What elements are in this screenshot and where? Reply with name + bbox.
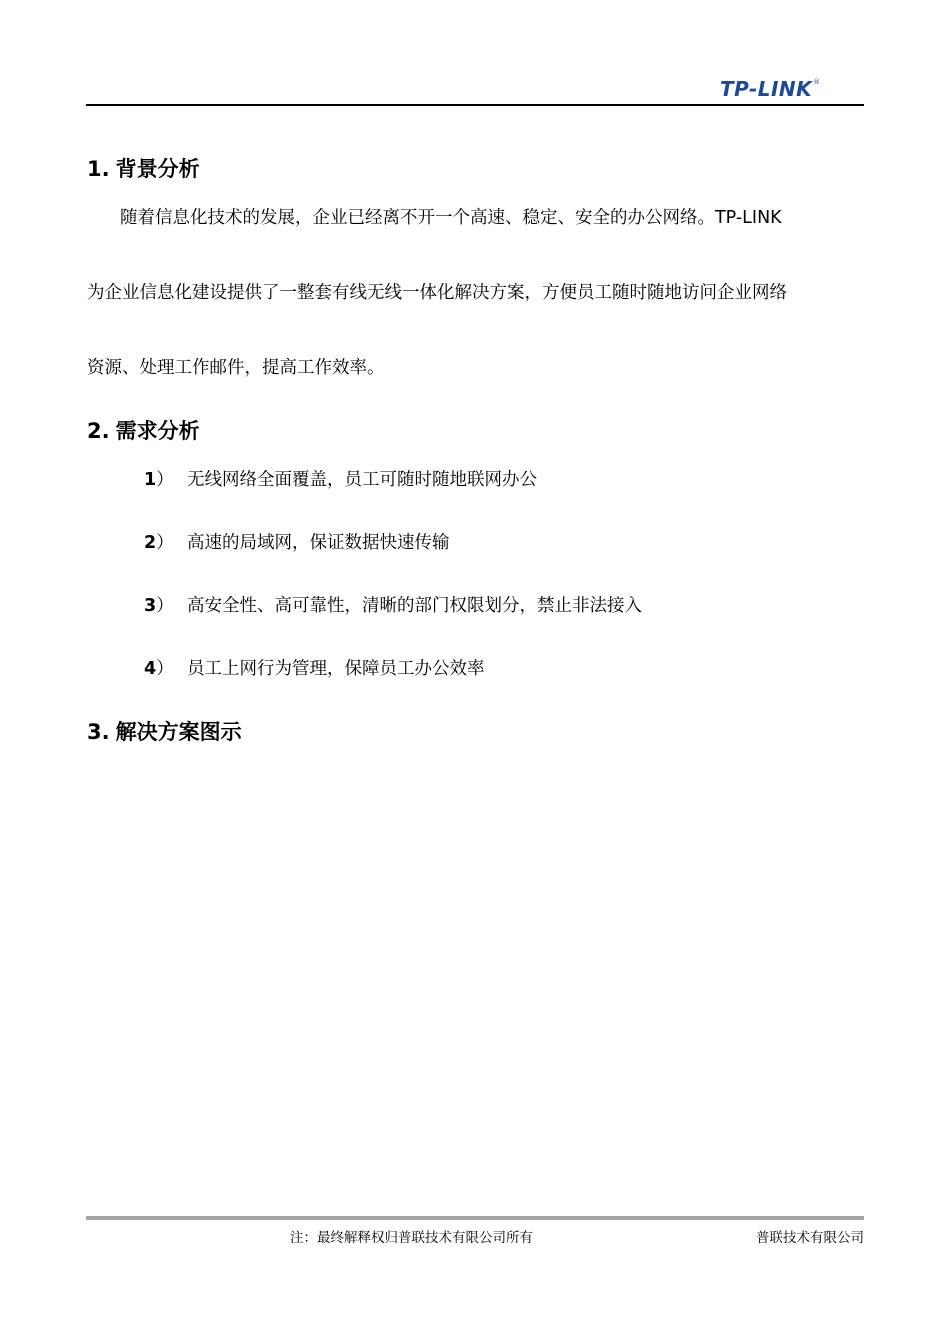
section-heading-requirements xyxy=(87,418,200,444)
section-title: 解决方案图示 xyxy=(115,720,242,744)
header-rule xyxy=(86,104,864,106)
footer-note: 注：最终解释权归普联技术有限公司所有 xyxy=(290,1230,533,1246)
list-item xyxy=(144,468,537,492)
footer-rule xyxy=(86,1216,864,1220)
list-item-text: 高速的局域网，保证数据快速传输 xyxy=(187,533,450,553)
section-heading-solution-diagram xyxy=(87,719,242,745)
list-item-text: 无线网络全面覆盖，员工可随时随地联网办公 xyxy=(187,470,537,490)
list-item xyxy=(144,594,642,618)
list-marker: 1） xyxy=(144,470,174,490)
section-title: 背景分析 xyxy=(115,157,200,181)
tp-link-logo xyxy=(720,78,820,100)
list-marker: 3） xyxy=(144,596,174,616)
list-item-text: 员工上网行为管理，保障员工办公效率 xyxy=(187,659,485,679)
section-title: 需求分析 xyxy=(115,419,200,443)
section-number: 2. xyxy=(87,419,110,443)
paragraph-line: 资源、处理工作邮件，提高工作效率。 xyxy=(87,358,385,378)
registered-mark: ® xyxy=(813,78,821,86)
list-marker: 2） xyxy=(144,533,174,553)
section-number: 3. xyxy=(87,720,110,744)
list-item-text: 高安全性、高可靠性，清晰的部门权限划分，禁止非法接入 xyxy=(187,596,642,616)
list-item xyxy=(144,531,450,555)
footer-company: 普联技术有限公司 xyxy=(756,1230,864,1246)
list-item xyxy=(144,657,485,681)
section-number: 1. xyxy=(87,157,110,181)
section-heading-background xyxy=(87,156,200,182)
paragraph-line: 为企业信息化建设提供了一整套有线无线一体化解决方案，方便员工随时随地访问企业网络 xyxy=(87,283,787,303)
paragraph-line: 随着信息化技术的发展，企业已经离不开一个高速、稳定、安全的办公网络。TP-LINK xyxy=(120,208,782,228)
list-marker: 4） xyxy=(144,659,174,679)
logo-text: TP-LINK xyxy=(720,77,813,101)
